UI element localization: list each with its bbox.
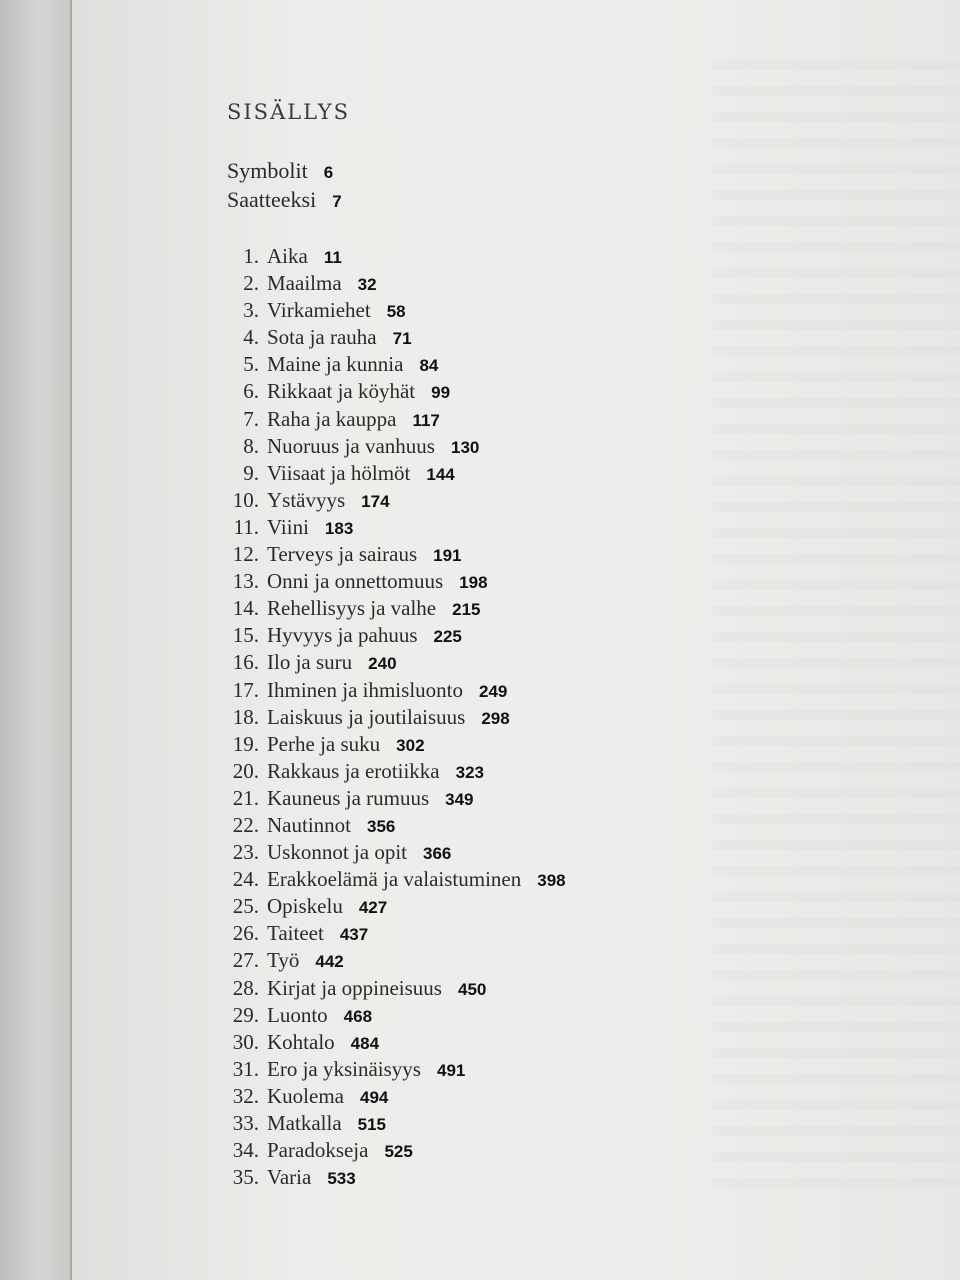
toc-entry <box>215 515 635 542</box>
chapter-title: Viini <box>267 514 309 539</box>
chapter-number: 12. <box>232 542 259 567</box>
chapter-page: 366 <box>423 844 452 864</box>
chapter-page: 183 <box>324 518 354 538</box>
chapter-title: Ilo ja suru <box>267 650 353 675</box>
chapter-number: 22. <box>232 812 259 837</box>
chapter-page: 356 <box>367 816 396 836</box>
chapter-page: 240 <box>368 654 397 674</box>
toc-entry <box>215 488 635 515</box>
chapter-page: 174 <box>361 491 390 511</box>
chapter-number: 27. <box>232 948 259 973</box>
chapter-page: 71 <box>392 329 412 349</box>
chapter-title: Laiskuus ja joutilaisuus <box>267 704 466 729</box>
chapter-page: 491 <box>436 1060 466 1080</box>
chapter-page: 58 <box>386 302 406 322</box>
chapter-number: 14. <box>232 596 259 621</box>
chapter-title: Terveys ja sairaus <box>267 542 418 567</box>
chapter-title: Ystävyys <box>267 487 346 512</box>
chapter-title: Kuolema <box>267 1083 344 1108</box>
chapter-title: Perhe ja suku <box>267 731 381 756</box>
toc-entry <box>215 379 635 406</box>
chapter-title: Ero ja yksinäisyys <box>267 1056 421 1081</box>
chapter-page: 450 <box>457 979 487 999</box>
chapter-title: Opiskelu <box>267 894 343 919</box>
toc-entry <box>215 1003 635 1030</box>
front-matter-page: 6 <box>323 163 334 182</box>
chapter-number: 34. <box>232 1138 259 1163</box>
toc-entry <box>215 678 635 705</box>
chapter-number: 3. <box>243 298 259 323</box>
toc-entry <box>215 650 635 677</box>
toc-entry <box>215 921 635 948</box>
toc-entry <box>215 542 635 569</box>
toc-entry <box>215 434 635 461</box>
chapter-number: 24. <box>232 867 259 892</box>
toc-entry <box>215 1030 635 1057</box>
chapter-number: 20. <box>232 758 259 783</box>
chapter-title: Maailma <box>267 271 342 296</box>
chapter-title: Taiteet <box>267 921 324 946</box>
toc-entry <box>215 244 635 271</box>
chapter-number: 6. <box>243 379 259 404</box>
chapter-page: 298 <box>481 708 510 728</box>
chapter-number: 18. <box>232 704 259 729</box>
chapter-page: 515 <box>357 1115 387 1134</box>
chapter-number: 13. <box>232 569 259 594</box>
chapter-title: Luonto <box>267 1002 328 1027</box>
toc-entry <box>215 840 635 867</box>
chapter-title: Nuoruus ja vanhuus <box>267 433 435 458</box>
toc-entry <box>215 786 635 813</box>
chapter-number: 9. <box>243 460 259 485</box>
toc-entry <box>215 325 635 352</box>
chapter-title: Uskonnot ja opit <box>267 840 407 865</box>
chapter-page: 494 <box>359 1087 389 1107</box>
chapter-page: 249 <box>478 681 508 701</box>
front-matter-list <box>227 158 342 216</box>
chapter-title: Onni ja onnettomuus <box>267 569 444 594</box>
chapter-page: 398 <box>537 871 566 891</box>
chapter-number: 30. <box>232 1029 259 1054</box>
toc-entry <box>215 298 635 325</box>
chapter-number: 2. <box>243 271 259 296</box>
chapter-number: 25. <box>232 894 259 919</box>
chapter-title: Virkamiehet <box>267 298 371 323</box>
toc-entry <box>215 705 635 732</box>
chapter-page: 302 <box>396 735 425 755</box>
chapter-title: Rikkaat ja köyhät <box>267 379 416 404</box>
chapter-page: 191 <box>433 546 462 566</box>
chapter-title: Kohtalo <box>267 1029 335 1054</box>
chapter-title: Matkalla <box>267 1111 342 1135</box>
chapter-page: 442 <box>315 952 344 972</box>
toc-entry <box>215 1165 635 1192</box>
toc-entry <box>215 1084 635 1111</box>
chapter-number: 33. <box>232 1111 259 1135</box>
chapter-page: 225 <box>433 627 462 647</box>
chapter-page: 484 <box>350 1033 380 1053</box>
chapter-number: 31. <box>232 1056 259 1081</box>
toc-entry <box>215 407 635 434</box>
chapter-title: Maine ja kunnia <box>267 352 404 377</box>
chapter-title: Sota ja rauha <box>267 325 377 350</box>
front-matter-page: 7 <box>332 192 342 211</box>
chapter-number: 23. <box>232 840 259 865</box>
show-through-text <box>712 60 960 1200</box>
chapter-number: 1. <box>243 244 259 268</box>
toc-entry <box>215 271 635 298</box>
toc-entry <box>215 732 635 759</box>
chapter-title: Nautinnot <box>267 812 351 837</box>
chapter-number: 32. <box>232 1083 259 1108</box>
chapter-number: 17. <box>232 677 259 702</box>
front-matter-item <box>227 158 342 187</box>
toc-entry <box>215 1111 635 1138</box>
chapter-number: 10. <box>232 487 259 512</box>
chapter-number: 11. <box>233 514 259 539</box>
chapter-title: Raha ja kauppa <box>267 406 397 431</box>
chapter-list <box>215 244 635 1192</box>
chapter-page: 99 <box>431 383 451 403</box>
chapter-title: Rakkaus ja erotiikka <box>267 758 440 783</box>
toc-entry <box>215 894 635 921</box>
chapter-page: 198 <box>459 573 488 593</box>
page-title: SISÄLLYS <box>227 100 351 124</box>
chapter-number: 8. <box>243 433 259 458</box>
chapter-number: 28. <box>232 975 259 1000</box>
chapter-title: Kauneus ja rumuus <box>267 785 430 810</box>
toc-entry <box>215 352 635 379</box>
chapter-title: Varia <box>267 1165 312 1190</box>
chapter-page: 130 <box>450 437 480 457</box>
chapter-page: 11 <box>323 248 342 267</box>
chapter-title: Aika <box>267 244 308 268</box>
toc-entry <box>215 948 635 975</box>
chapter-page: 525 <box>384 1142 413 1162</box>
chapter-page: 323 <box>455 762 484 782</box>
chapter-number: 26. <box>232 921 259 946</box>
toc-entry <box>215 569 635 596</box>
toc-entry <box>215 867 635 894</box>
chapter-title: Työ <box>267 948 300 973</box>
chapter-number: 5. <box>243 352 259 377</box>
chapter-page: 437 <box>339 925 369 945</box>
chapter-page: 533 <box>327 1169 356 1189</box>
toc-entry <box>215 1057 635 1084</box>
chapter-page: 84 <box>419 356 439 376</box>
book-binding <box>0 0 72 1280</box>
chapter-number: 35. <box>232 1165 259 1190</box>
toc-entry <box>215 1138 635 1165</box>
chapter-title: Ihminen ja ihmisluonto <box>267 677 463 702</box>
chapter-page: 427 <box>358 898 388 918</box>
chapter-number: 16. <box>232 650 259 675</box>
chapter-page: 468 <box>343 1006 373 1026</box>
chapter-page: 117 <box>412 410 440 430</box>
chapter-title: Hyvyys ja pahuus <box>267 623 418 648</box>
chapter-page: 215 <box>452 600 481 620</box>
front-matter-label: Symbolit <box>227 158 308 183</box>
chapter-page: 32 <box>357 275 377 295</box>
chapter-title: Viisaat ja hölmöt <box>267 460 411 485</box>
chapter-page: 349 <box>445 789 474 809</box>
toc-entry <box>215 759 635 786</box>
toc-entry <box>215 623 635 650</box>
chapter-page: 144 <box>426 464 455 484</box>
toc-entry <box>215 813 635 840</box>
chapter-title: Paradokseja <box>267 1138 369 1163</box>
chapter-number: 19. <box>232 731 259 756</box>
chapter-number: 15. <box>232 623 259 648</box>
chapter-title: Erakkoelämä ja valaistuminen <box>267 867 522 892</box>
chapter-number: 29. <box>232 1002 259 1027</box>
chapter-number: 7. <box>243 406 259 431</box>
chapter-title: Kirjat ja oppineisuus <box>267 975 442 1000</box>
toc-entry <box>215 596 635 623</box>
toc-entry <box>215 976 635 1003</box>
chapter-number: 21. <box>232 785 259 810</box>
front-matter-item <box>227 187 342 216</box>
chapter-number: 4. <box>243 325 259 350</box>
chapter-title: Rehellisyys ja valhe <box>267 596 437 621</box>
front-matter-label: Saatteeksi <box>227 187 317 212</box>
toc-entry <box>215 461 635 488</box>
